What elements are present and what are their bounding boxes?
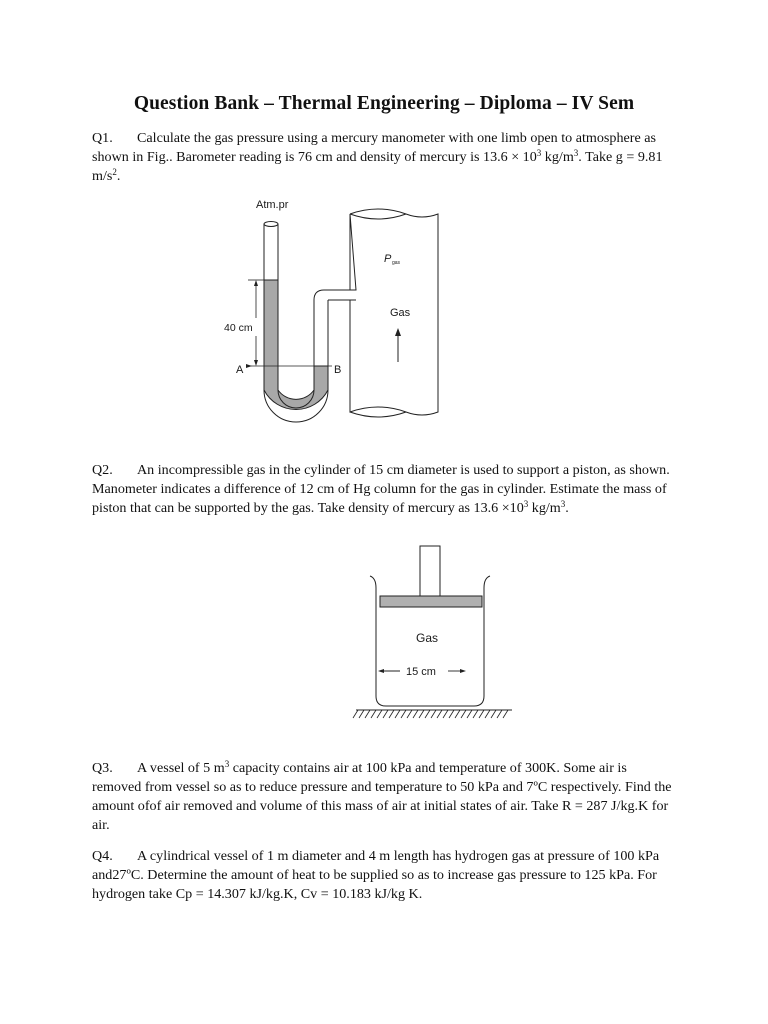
question-1 <box>92 129 678 186</box>
superscript: 3 <box>573 148 579 158</box>
question-2 <box>92 461 678 518</box>
piston <box>380 596 482 607</box>
question-text: kg/m <box>528 500 561 516</box>
superscript: 2 <box>112 167 117 177</box>
question-text: capacity contains air at 100 kPa and temperature of 300K. Some air is removed from vessel so as to reduce pressure and temperature to 50 kPa and 7ºC respectively. Find the amount ofof air removed and volume of this mass of air at initial states of air. Take R = 287 J/kg.K for air. <box>92 760 672 833</box>
question-text: . <box>116 168 121 184</box>
gas-label: Gas <box>390 307 411 319</box>
question-number: Q1. <box>92 130 113 146</box>
ground-hatching <box>353 710 508 718</box>
question-text: . <box>565 500 569 516</box>
question-text: An incompressible gas in the cylinder of 15 cm diameter is used to support a piston, as shown. Manometer indicates a difference of 12 cm of Hg column for the gas in cylinder. Estimate the mass of piston that can be supported by the gas. Take density of mercury as 13.6 ×10 <box>92 462 670 516</box>
question-4 <box>92 847 678 904</box>
page-title: Question Bank – Thermal Engineering – Diploma – IV Sem <box>133 93 635 114</box>
superscript: 3 <box>560 499 566 509</box>
diameter-label: 15 cm <box>406 666 436 678</box>
question-text: Calculate the gas pressure using a mercury manometer with one limb open to atmosphere as shown in Fig.. Barometer reading is 76 cm and density of mercury is 13.6 × 10 <box>92 130 656 165</box>
gas-pressure-label: P <box>384 253 392 265</box>
superscript: 3 <box>523 499 529 509</box>
question-number: Q4. <box>92 848 113 864</box>
superscript: 3 <box>224 759 230 769</box>
question-text: A cylindrical vessel of 1 m diameter and 4 m length has hydrogen gas at pressure of 100 kPa and27ºC. Determine the amount of heat to be supplied so as to increase gas pressure to 125 kPa. For hydrogen take Cp = 14.307 kJ/kg.K, Cv = 10.183 kJ/kg K. <box>92 848 660 902</box>
gas-pressure-subscript: gas <box>392 260 401 266</box>
question-3 <box>92 759 678 835</box>
gas-label: Gas <box>416 631 439 645</box>
superscript: 3 <box>536 148 542 158</box>
point-a-label: A <box>236 364 244 376</box>
piston-cylinder-figure <box>350 540 530 725</box>
mercury-column <box>264 280 328 410</box>
question-text: kg/m <box>541 149 574 165</box>
question-number: Q3. <box>92 760 113 776</box>
atm-pressure-label: Atm.pr <box>256 199 289 211</box>
manometer-figure <box>200 190 460 450</box>
question-text: . Take g = 9.81 m/s <box>92 149 663 184</box>
point-b-label: B <box>334 364 342 376</box>
question-text: A vessel of 5 m <box>137 760 225 776</box>
height-label: 40 cm <box>224 322 253 334</box>
question-number: Q2. <box>92 462 113 478</box>
